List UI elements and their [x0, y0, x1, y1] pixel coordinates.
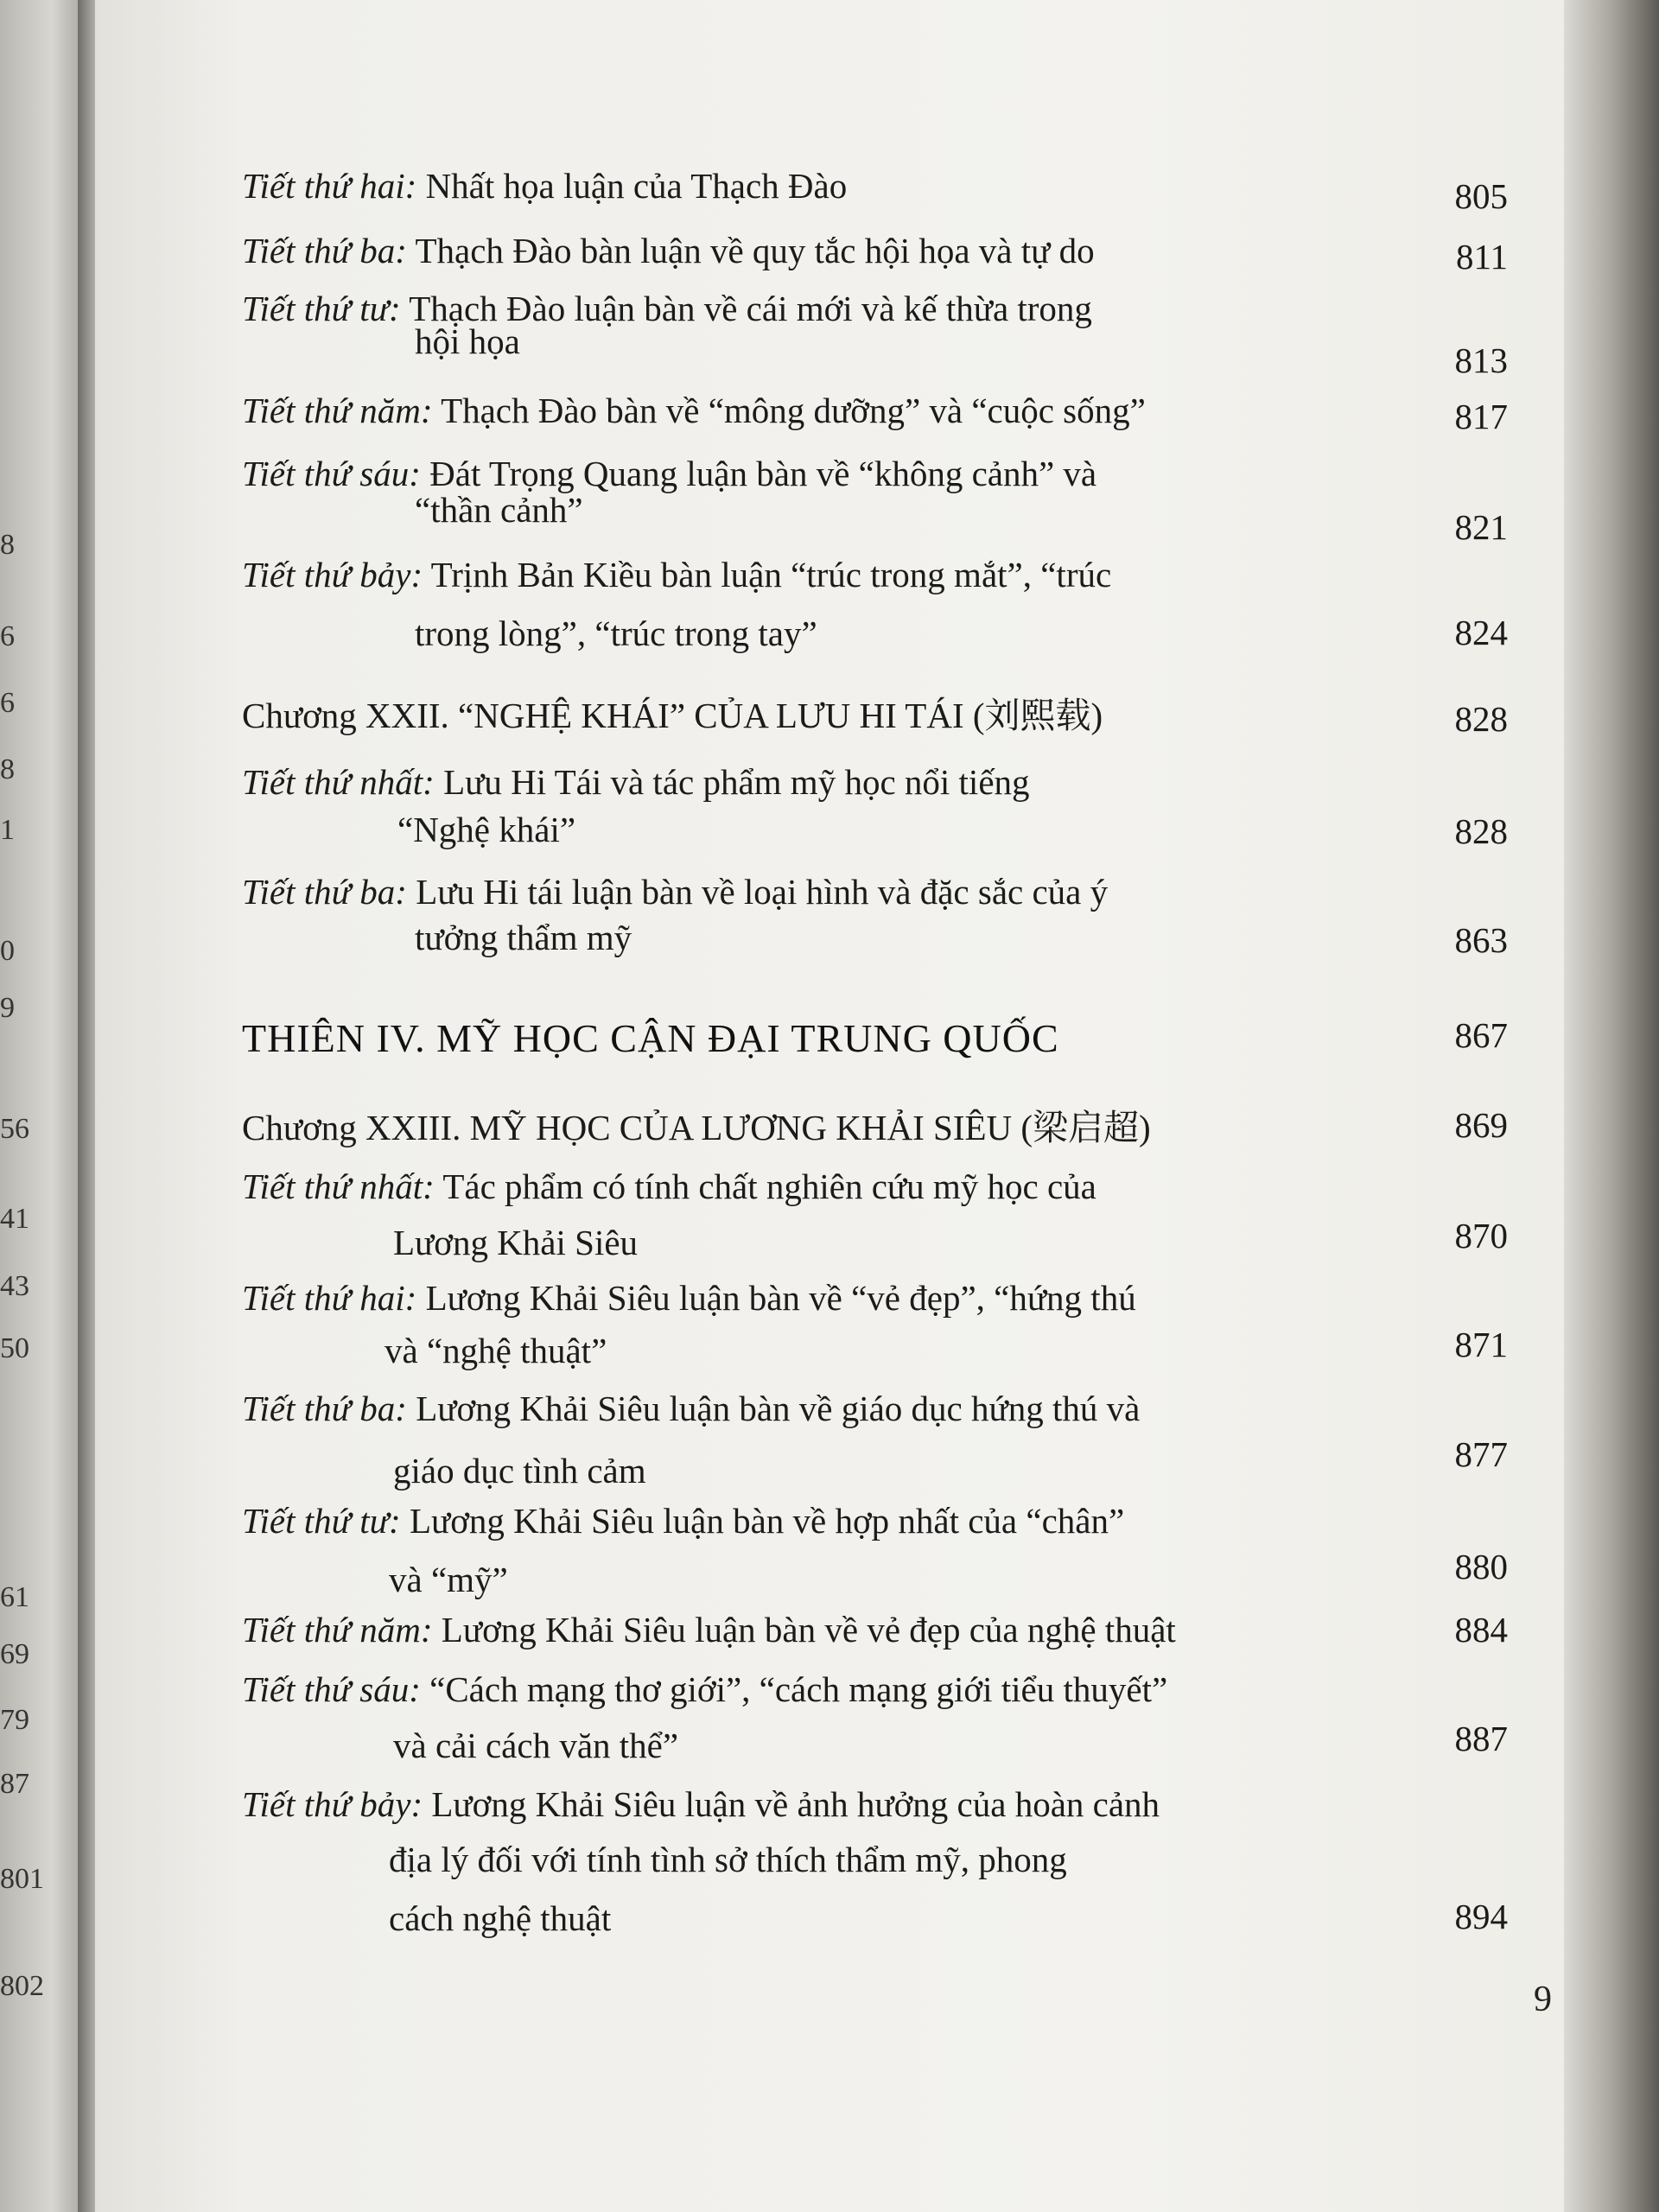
page-folio: 9: [1534, 1980, 1552, 2019]
toc-entry: [242, 1278, 1136, 1318]
toc-entry-label: Tiết thứ bảy:: [242, 1784, 423, 1824]
toc-page-number: 894: [1454, 1897, 1508, 1936]
left-page-number: 50: [0, 1332, 29, 1364]
toc-entry-title: Nhất họa luận của Thạch Đào: [425, 166, 848, 206]
toc-entry-title: Trịnh Bản Kiều bàn luận “trúc trong mắt”, “trúc: [430, 555, 1112, 594]
toc-entry-continuation: “Nghệ khái”: [397, 810, 576, 849]
toc-entry-title: Lương Khải Siêu luận bàn về vẻ đẹp của nghệ thuật: [441, 1610, 1176, 1649]
toc-page-number: 821: [1454, 507, 1508, 547]
toc-entry-label: Tiết thứ nhất:: [242, 762, 435, 802]
left-page-number: 0: [0, 935, 15, 967]
toc-entry-label: Tiết thứ nhất:: [242, 1166, 435, 1206]
book-page: [95, 0, 1564, 2212]
toc-entry: [242, 291, 1092, 327]
toc-page-number: 817: [1454, 397, 1508, 436]
toc-page-number: 871: [1454, 1325, 1508, 1364]
toc-entry-continuation: Lương Khải Siêu: [393, 1223, 639, 1262]
toc-page-number: 884: [1454, 1610, 1508, 1649]
left-page-number: 9: [0, 992, 15, 1024]
toc-page-number: 887: [1454, 1719, 1508, 1758]
toc-entry-title: Thạch Đào bàn về “mông dưỡng” và “cuộc sống”: [441, 391, 1146, 430]
toc-entry-continuation: cách nghệ thuật: [389, 1898, 612, 1938]
left-page-number: 79: [0, 1704, 29, 1736]
toc-entry-label: Tiết thứ hai:: [242, 166, 417, 206]
left-page-number: 56: [0, 1113, 29, 1145]
toc-entry-label: Tiết thứ hai:: [242, 1278, 417, 1318]
toc-entry-label: Tiết thứ ba:: [242, 231, 407, 270]
toc-entry-label: Tiết thứ ba:: [242, 872, 407, 912]
toc-entry-title: Đát Trọng Quang luận bàn về “không cảnh” và: [429, 454, 1097, 493]
left-page-number: 1: [0, 814, 15, 846]
toc-entry-label: Tiết thứ bảy:: [242, 555, 423, 594]
toc-entry: [242, 1503, 1124, 1539]
toc-entry-title: Thạch Đào bàn luận về quy tắc hội họa và tự do: [415, 231, 1095, 270]
toc-entry: [242, 1669, 1168, 1709]
toc-entry: [242, 233, 1095, 269]
toc-page-number: 869: [1454, 1105, 1508, 1145]
toc-entry-title: Lương Khải Siêu luận về ảnh hưởng của hoàn cảnh: [431, 1784, 1160, 1824]
left-page-edge: [0, 0, 86, 2212]
toc-entry-continuation: và “mỹ”: [389, 1560, 508, 1599]
toc-entry-title: Lương Khải Siêu luận bàn về “vẻ đẹp”, “hứng thú: [425, 1278, 1136, 1318]
toc-page-number: 805: [1454, 176, 1508, 216]
toc-entry-continuation: địa lý đối với tính tình sở thích thẩm mỹ, phong: [389, 1840, 1067, 1879]
toc-entry: [242, 762, 1030, 802]
toc-page-number: 867: [1454, 1015, 1508, 1055]
left-page-number: 8: [0, 753, 15, 785]
toc-entry-label: Tiết thứ sáu:: [242, 454, 421, 493]
toc-entry-continuation: “thần cảnh”: [415, 490, 583, 530]
toc-entry: [242, 557, 1111, 593]
toc-entry: [242, 456, 1096, 492]
toc-entry-label: Tiết thứ năm:: [242, 391, 433, 430]
left-page-number: 8: [0, 529, 15, 561]
toc-entry-label: Tiết thứ sáu:: [242, 1669, 421, 1709]
toc-page-number: 828: [1454, 811, 1508, 851]
toc-page-number: 811: [1456, 237, 1508, 276]
toc-entry-title: Tác phẩm có tính chất nghiên cứu mỹ học của: [442, 1166, 1096, 1206]
toc-entry-continuation: hội họa: [415, 321, 520, 361]
toc-page-number: 863: [1454, 920, 1508, 960]
toc-entry-title: “Cách mạng thơ giới”, “cách mạng giới tiểu thuyết”: [429, 1669, 1168, 1709]
toc-entry-title: Thạch Đào luận bàn về cái mới và kế thừa trong: [409, 289, 1092, 328]
left-page-number: 6: [0, 687, 15, 719]
toc-entry: [242, 1166, 1096, 1206]
toc-entry-continuation: trong lòng”, “trúc trong tay”: [415, 613, 817, 653]
left-page-number: 69: [0, 1638, 29, 1670]
toc-page-number: 870: [1454, 1216, 1508, 1255]
toc-page-number: 880: [1454, 1547, 1508, 1586]
toc-entry-label: Tiết thứ năm:: [242, 1610, 433, 1649]
toc-page-number: 877: [1454, 1434, 1508, 1474]
toc-entry-label: Tiết thứ tư:: [242, 289, 401, 328]
left-page-number: 87: [0, 1768, 29, 1800]
right-background: [1564, 0, 1659, 2212]
toc-entry: [242, 1612, 1176, 1648]
toc-chapter: Chương XXII. “NGHỆ KHÁI” CỦA LƯU HI TÁI (刘熙载): [242, 696, 1103, 735]
toc-entry-continuation: và cải cách văn thể”: [393, 1726, 679, 1765]
toc-entry-label: Tiết thứ tư:: [242, 1501, 401, 1541]
toc-entry-title: Lưu Hi tái luận bàn về loại hình và đặc sắc của ý: [416, 872, 1109, 912]
toc-page-number: 828: [1454, 699, 1508, 739]
left-page-number: 802: [0, 1970, 44, 2002]
toc-entry-continuation: giáo dục tình cảm: [393, 1451, 646, 1491]
toc-entry: [242, 168, 847, 204]
toc-page-number: 813: [1454, 340, 1508, 380]
left-page-number: 43: [0, 1270, 29, 1302]
toc-entry: [242, 1391, 1140, 1427]
left-page-number: 41: [0, 1203, 29, 1235]
toc-entry-label: Tiết thứ ba:: [242, 1389, 407, 1428]
toc-entry-title: Lưu Hi Tái và tác phẩm mỹ học nổi tiếng: [443, 762, 1030, 802]
left-page-number: 61: [0, 1581, 29, 1613]
toc-part-title: THIÊN IV. MỸ HỌC CẬN ĐẠI TRUNG QUỐC: [242, 1016, 1059, 1060]
toc-entry-title: Lương Khải Siêu luận bàn về giáo dục hứng thú và: [416, 1389, 1141, 1428]
toc-entry: [242, 1784, 1160, 1824]
left-page-number: 6: [0, 620, 15, 652]
left-page-number: 801: [0, 1863, 44, 1895]
toc-entry-title: Lương Khải Siêu luận bàn về hợp nhất của “chân”: [409, 1501, 1125, 1541]
toc-entry-continuation: tưởng thẩm mỹ: [415, 918, 632, 957]
toc-chapter: Chương XXIII. MỸ HỌC CỦA LƯƠNG KHẢI SIÊU (梁启超): [242, 1108, 1151, 1147]
toc-entry-continuation: và “nghệ thuật”: [385, 1331, 607, 1370]
toc-entry: [242, 393, 1146, 429]
toc-entry: [242, 874, 1108, 910]
toc-page-number: 824: [1454, 613, 1508, 652]
